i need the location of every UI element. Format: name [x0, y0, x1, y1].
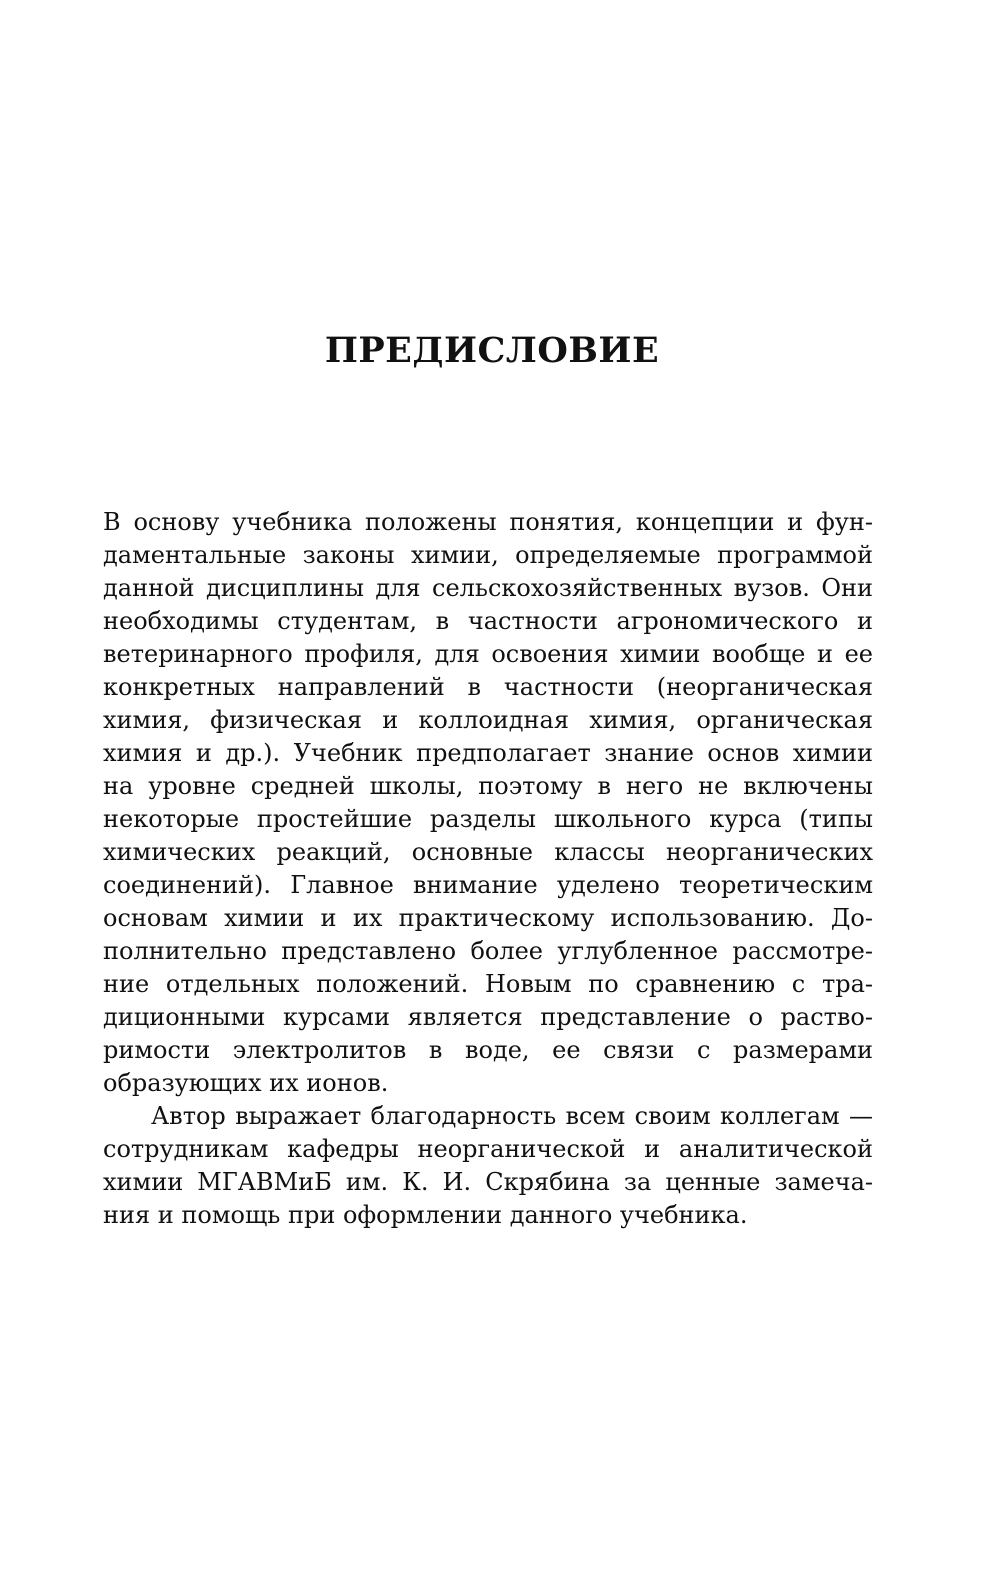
paragraph-2 [103, 1100, 873, 1232]
text-line: В основу учебника положены понятия, концепции и фун- [103, 508, 873, 536]
preface-text [103, 506, 873, 1232]
text-line: ние отдельных положений. Новым по сравнению с тра- [103, 970, 873, 998]
page-title: ПРЕДИСЛОВИЕ [324, 330, 660, 371]
text-line: химия и др.). Учебник предполагает знание основ химии [103, 739, 873, 767]
text-line: химии МГАВМиБ им. К. И. Скрябина за ценные замеча- [103, 1168, 873, 1196]
text-line: конкретных направлений в частности (неорганическая [103, 673, 873, 701]
text-line: образующих их ионов. [103, 1069, 389, 1097]
text-line: данной дисциплины для сельскохозяйственных вузов. Они [103, 574, 873, 602]
text-line: римости электролитов в воде, ее связи с размерами [103, 1036, 873, 1064]
text-line: на уровне средней школы, поэтому в него не включены [103, 772, 873, 800]
text-line: ния и помощь при оформлении данного учебника. [103, 1201, 748, 1229]
text-line: основам химии и их практическому использованию. До- [103, 904, 873, 932]
text-line: химия, физическая и коллоидная химия, органическая [103, 706, 873, 734]
text-line: соединений). Главное внимание уделено теоретическим [103, 871, 873, 899]
text-line: необходимы студентам, в частности агрономического и [103, 607, 873, 635]
text-line: Автор выражает благодарность всем своим коллегам — [151, 1102, 873, 1130]
paragraph-1 [103, 506, 873, 1100]
text-line: сотрудникам кафедры неорганической и аналитической [103, 1135, 873, 1163]
text-line: полнительно представлено более углубленное рассмотре- [103, 937, 873, 965]
text-line: некоторые простейшие разделы школьного курса (типы [103, 805, 873, 833]
text-line: диционными курсами является представление о раство- [103, 1003, 873, 1031]
text-line: ветеринарного профиля, для освоения химии вообще и ее [103, 640, 873, 668]
text-line: даментальные законы химии, определяемые программой [103, 541, 873, 569]
text-line: химических реакций, основные классы неорганических [103, 838, 873, 866]
